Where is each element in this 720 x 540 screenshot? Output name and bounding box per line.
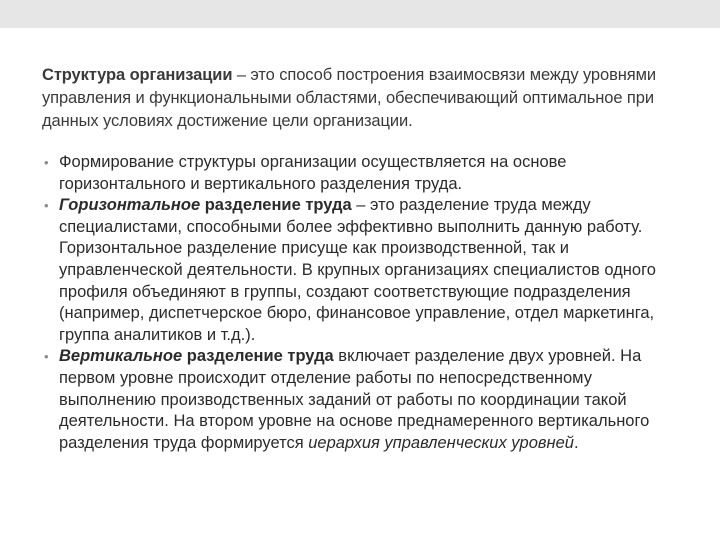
list-item	[44, 346, 684, 454]
bullet-icon: •	[44, 155, 49, 170]
bullet-icon: •	[44, 198, 49, 214]
bullet-icon: •	[44, 349, 49, 365]
slide-title	[42, 64, 682, 133]
emphasis-text: иерархия управленческих уровней	[308, 433, 574, 452]
bullet-end: .	[573, 433, 579, 452]
header-band	[0, 0, 720, 28]
list-item	[44, 195, 684, 346]
term-bold: разделение труда	[182, 347, 334, 366]
list-item	[44, 152, 684, 195]
term-italic: Горизонтальное	[59, 196, 201, 215]
title-definition: – это способ построения взаимосвязи между уровнями управления и функциональными областями, обеспечивающий оптимальное при данных условиях достижение цели организации.	[42, 66, 656, 130]
term-bold: разделение труда	[200, 196, 352, 215]
bullet-text: – это разделение труда между специалистами, способными более эффективно выполнить данную работу. Горизонтальное разделение присуще как производственной, так и управленческой деятельности. В крупных организациях специалистов одного профиля объединяют в группы, создают соответствующие подразделения (например, диспетчерское бюро, финансовое управление, отдел маркетинга, группа аналитиков и т.д.).	[59, 196, 656, 344]
term-italic: Вертикальное	[59, 347, 183, 366]
bullet-text: Формирование структуры организации осуществляется на основе горизонтального и вертикального разделения труда.	[59, 153, 567, 193]
title-term: Структура организации	[42, 66, 233, 84]
bullet-list	[44, 152, 684, 454]
bullet-text: включает разделение двух уровней. На первом уровне происходит отделение работы по непосредственному выполнению производственных заданий от работы по координации такой деятельности. На втором уровне на основе преднамеренного вертикального разделения труда формируется	[59, 347, 650, 452]
